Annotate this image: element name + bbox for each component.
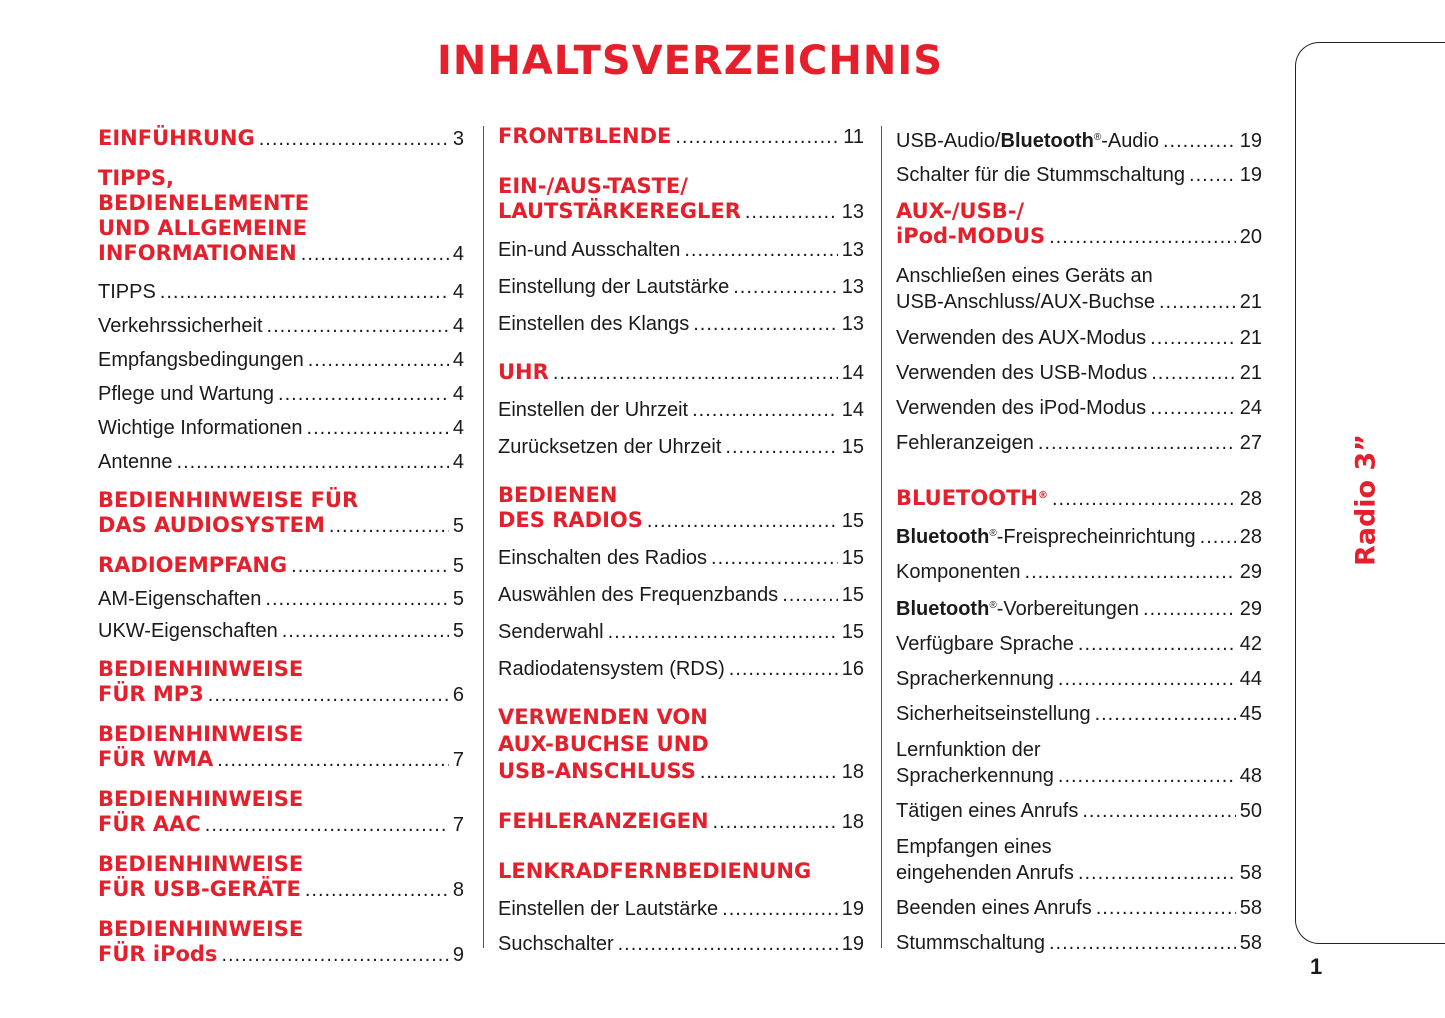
- toc-entry[interactable]: TIPPS, BEDIENELEMENTE UND ALLGEMEINE INFORMATIONEN ..... 4: [98, 166, 464, 267]
- toc-entry[interactable]: EINFÜHRUNG ..... 3: [98, 126, 464, 152]
- toc-entry[interactable]: Empfangsbedingungen ..... 4: [98, 348, 464, 372]
- toc-entry[interactable]: Fehleranzeigen ..... 27: [896, 431, 1262, 455]
- toc-entry[interactable]: Tätigen eines Anrufs ..... 50: [896, 799, 1262, 823]
- toc-entry[interactable]: USB-Audio/Bluetooth®-Audio ..... 19: [896, 126, 1262, 153]
- toc-section-heading: LENKRADFERNBEDIENUNG: [498, 859, 812, 883]
- toc-entry[interactable]: Sicherheitseinstellung ..... 45: [896, 702, 1262, 726]
- toc-entry[interactable]: VERWENDEN VON AUX-BUCHSE UND USB-ANSCHLUSS ..... 18: [498, 705, 864, 785]
- toc-entry[interactable]: Bluetooth®-Vorbereitungen ..... 29: [896, 594, 1262, 621]
- toc-entry[interactable]: Einstellen der Lautstärke ..... 19: [498, 897, 864, 921]
- toc-entry[interactable]: Empfangen eines eingehenden Anrufs ..... 58: [896, 833, 1262, 885]
- toc-entry[interactable]: Verwenden des iPod-Modus ..... 24: [896, 396, 1262, 420]
- page-number: 1: [1310, 954, 1323, 979]
- toc-entry[interactable]: Schalter für die Stummschaltung ..... 19: [896, 163, 1262, 187]
- toc-entry[interactable]: Einstellung der Lautstärke ..... 13: [498, 275, 864, 299]
- toc-entry[interactable]: EIN-/AUS-TASTE/ LAUTSTÄRKEREGLER ..... 13: [498, 174, 864, 225]
- toc-entry[interactable]: RADIOEMPFANG ..... 5: [98, 553, 464, 579]
- toc-entry[interactable]: Anschließen eines Geräts an USB-Anschluss/AUX-Buchse ..... 21: [896, 262, 1262, 314]
- toc-entry[interactable]: Komponenten ..... 29: [896, 560, 1262, 584]
- toc-entry[interactable]: BEDIENEN DES RADIOS ..... 15: [498, 483, 864, 534]
- toc-entry[interactable]: Wichtige Informationen ..... 4: [98, 416, 464, 440]
- column-divider: [881, 126, 882, 948]
- toc-entry[interactable]: Lernfunktion der Spracherkennung ..... 48: [896, 736, 1262, 788]
- toc-entry[interactable]: UKW-Eigenschaften ..... 5: [98, 619, 464, 643]
- toc-entry[interactable]: Auswählen des Frequenzbands ..... 15: [498, 583, 864, 607]
- toc-entry[interactable]: TIPPS ..... 4: [98, 280, 464, 304]
- toc-entry[interactable]: AM-Eigenschaften ..... 5: [98, 587, 464, 611]
- toc-entry[interactable]: FRONTBLENDE ..... 11: [498, 124, 864, 150]
- toc-entry[interactable]: Verwenden des USB-Modus ..... 21: [896, 361, 1262, 385]
- column-divider: [483, 126, 484, 948]
- chapter-tab-label: Radio 3”: [1350, 433, 1382, 567]
- toc-entry[interactable]: FEHLERANZEIGEN ..... 18: [498, 809, 864, 835]
- toc-entry[interactable]: AUX-/USB-/ iPod-MODUS ..... 20: [896, 199, 1262, 250]
- toc-entry[interactable]: BLUETOOTH® ..... 28: [896, 483, 1262, 512]
- toc-entry[interactable]: Spracherkennung ..... 44: [896, 667, 1262, 691]
- toc-column-1: [98, 120, 464, 968]
- toc-entry[interactable]: BEDIENHINWEISE FÜR DAS AUDIOSYSTEM ..... 5: [98, 488, 464, 539]
- toc-entry[interactable]: Stummschaltung ..... 58: [896, 931, 1262, 955]
- toc-entry[interactable]: Verfügbare Sprache ..... 42: [896, 632, 1262, 656]
- toc-entry[interactable]: BEDIENHINWEISE FÜR iPods ..... 9: [98, 917, 464, 968]
- page-title: INHALTSVERZEICHNIS: [436, 38, 944, 84]
- toc-entry[interactable]: Einstellen der Uhrzeit ..... 14: [498, 398, 864, 422]
- toc-entry[interactable]: Verwenden des AUX-Modus ..... 21: [896, 326, 1262, 350]
- toc-entry[interactable]: Suchschalter ..... 19: [498, 932, 864, 956]
- toc-entry[interactable]: BEDIENHINWEISE FÜR MP3 ..... 6: [98, 657, 464, 708]
- toc-column-3: [896, 120, 1262, 955]
- toc-entry[interactable]: UHR ..... 14: [498, 360, 864, 386]
- toc-entry[interactable]: Bluetooth®-Freisprecheinrichtung ..... 28: [896, 522, 1262, 549]
- toc-entry[interactable]: BEDIENHINWEISE FÜR WMA ..... 7: [98, 722, 464, 773]
- toc-entry[interactable]: BEDIENHINWEISE FÜR AAC ..... 7: [98, 787, 464, 838]
- toc-entry[interactable]: BEDIENHINWEISE FÜR USB-GERÄTE ..... 8: [98, 852, 464, 903]
- toc-entry[interactable]: Radiodatensystem (RDS) ..... 16: [498, 657, 864, 681]
- toc-column-2: [498, 120, 864, 956]
- toc-entry[interactable]: Beenden eines Anrufs ..... 58: [896, 896, 1262, 920]
- toc-entry[interactable]: Ein-und Ausschalten ..... 13: [498, 238, 864, 262]
- toc-entry[interactable]: Einstellen des Klangs ..... 13: [498, 312, 864, 336]
- toc-entry[interactable]: Senderwahl ..... 15: [498, 620, 864, 644]
- toc-entry[interactable]: Einschalten des Radios ..... 15: [498, 546, 864, 570]
- toc-entry[interactable]: Antenne ..... 4: [98, 450, 464, 474]
- toc-entry[interactable]: Verkehrssicherheit ..... 4: [98, 314, 464, 338]
- toc-entry[interactable]: Pflege und Wartung ..... 4: [98, 382, 464, 406]
- toc-entry[interactable]: Zurücksetzen der Uhrzeit ..... 15: [498, 435, 864, 459]
